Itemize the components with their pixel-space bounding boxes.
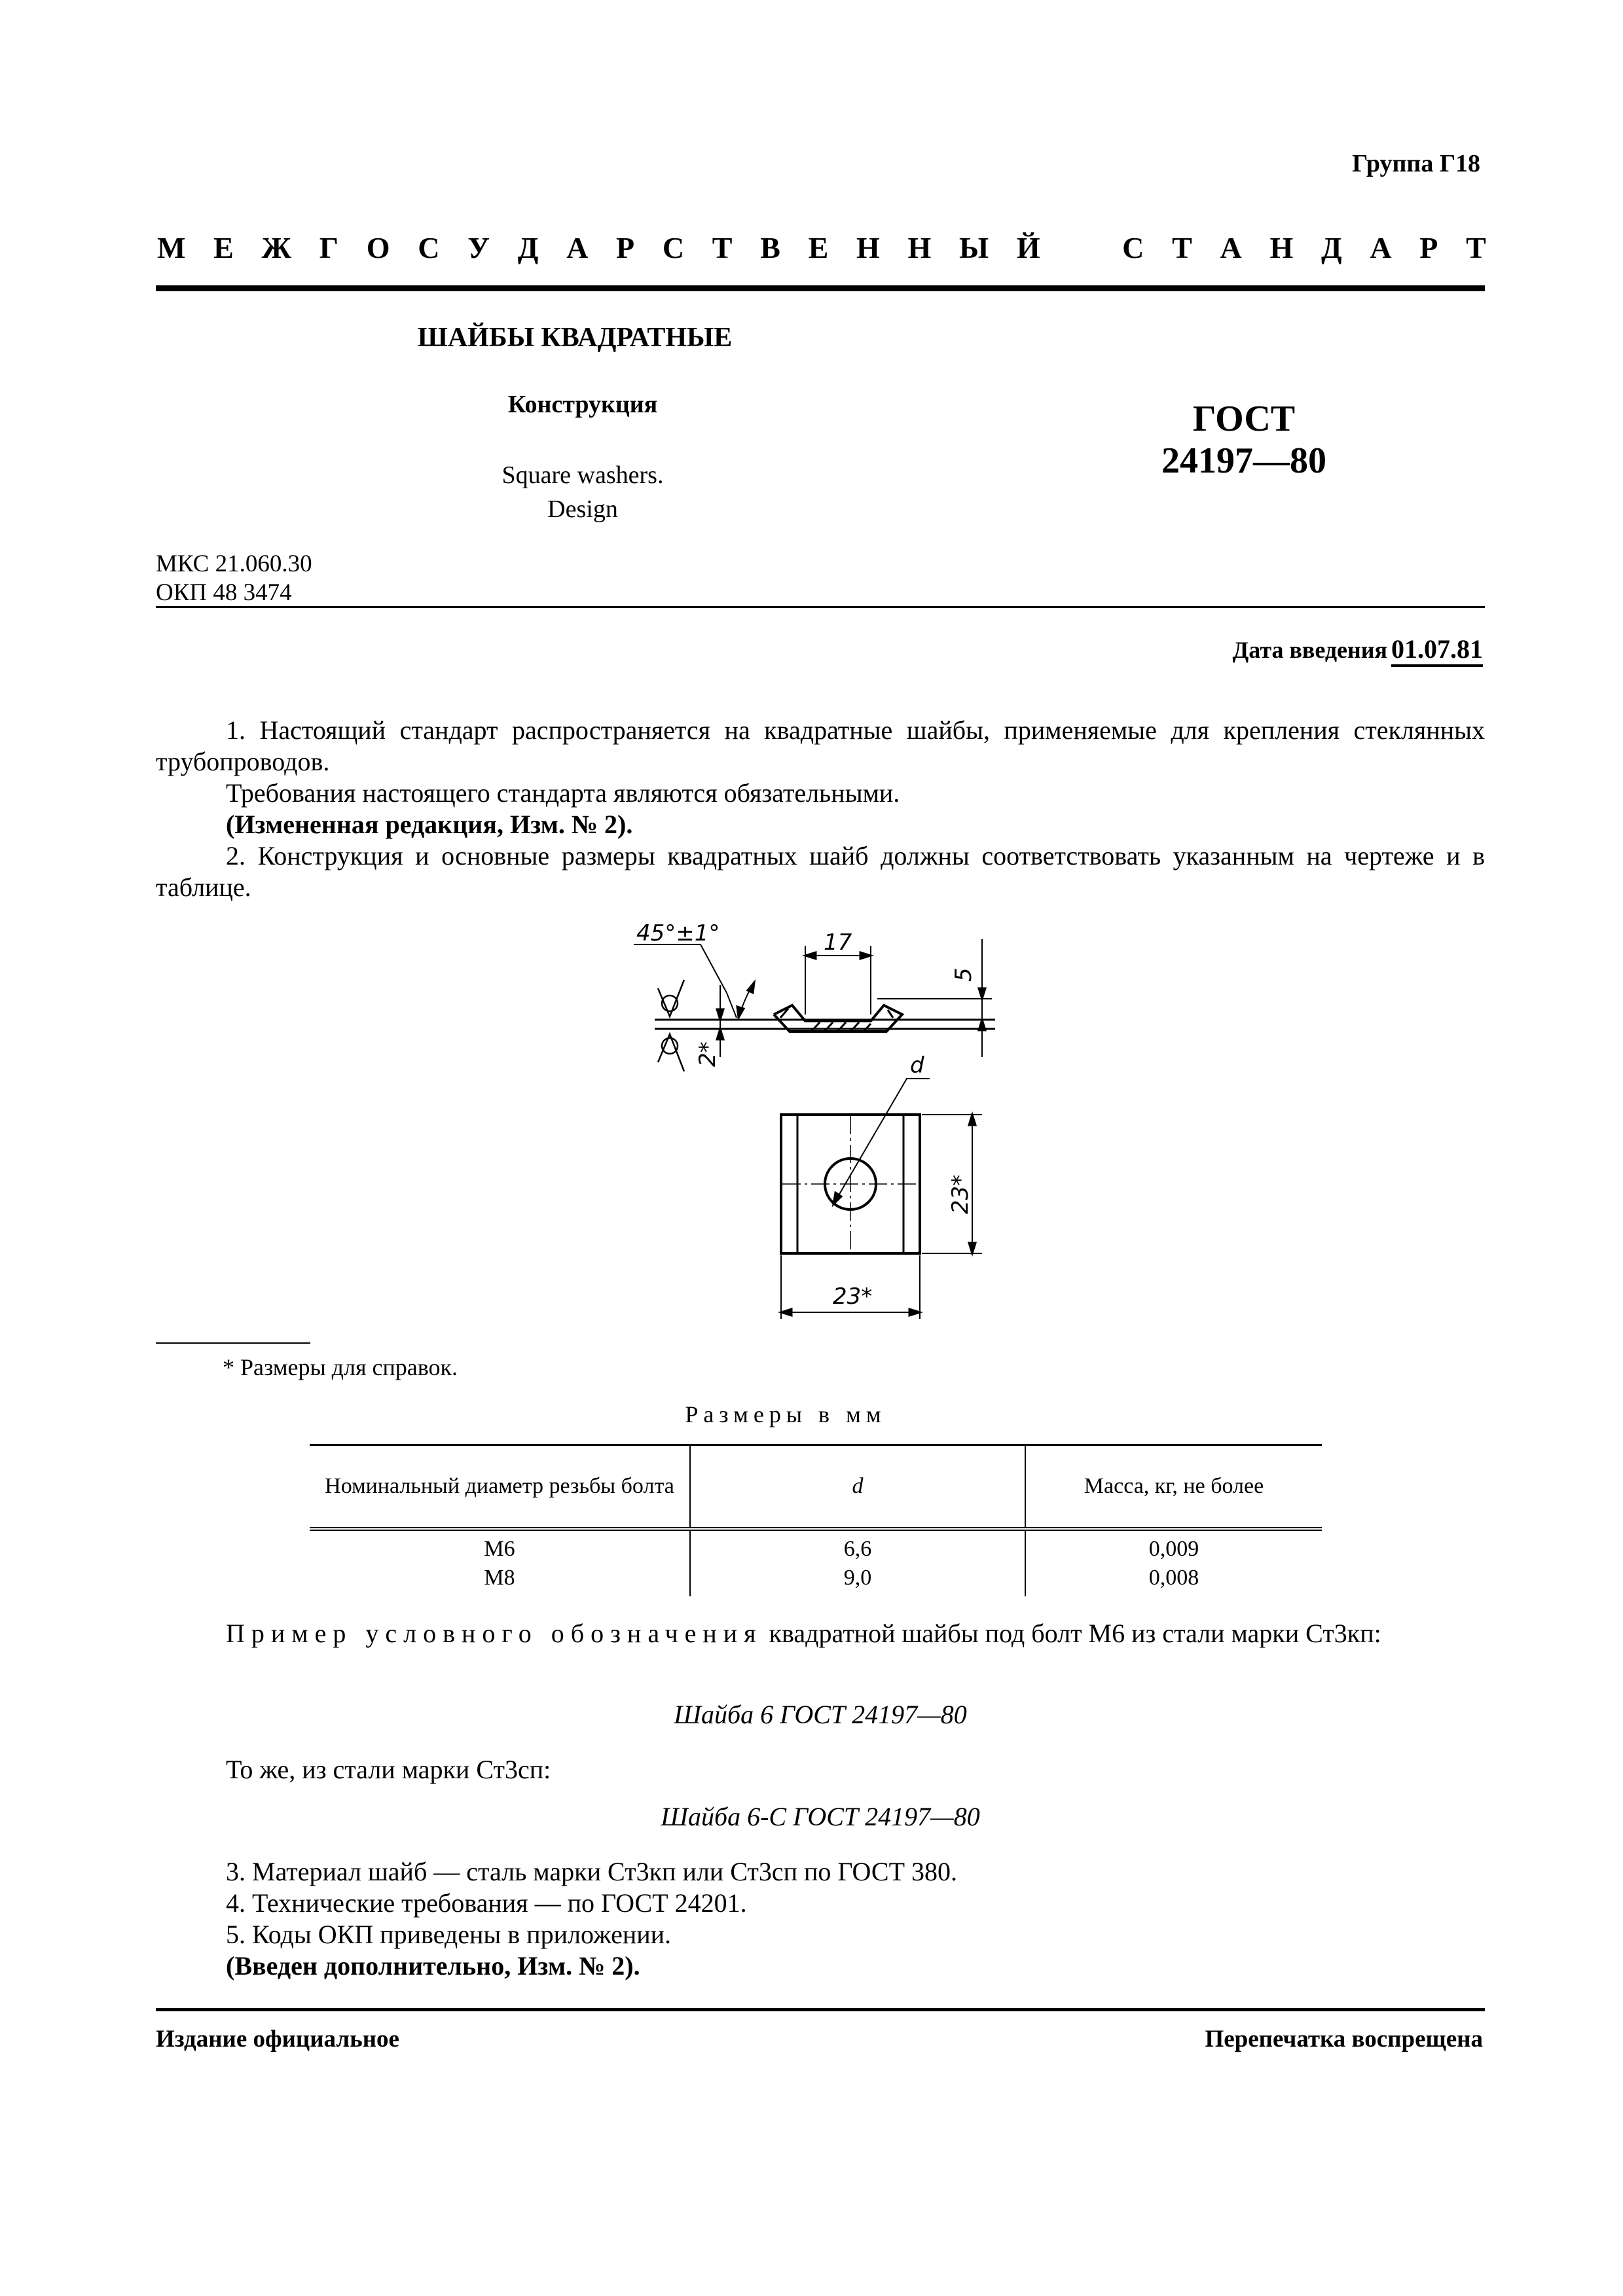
mks-code: МКС 21.060.30 — [156, 550, 312, 577]
example-text: квадратной шайбы под болт М6 из стали марки Ст3кп: — [762, 1619, 1381, 1648]
width-label: 17 — [824, 929, 852, 956]
table-header-row — [310, 1445, 1322, 1530]
table-row — [310, 1529, 1322, 1564]
roughness-symbol — [658, 980, 684, 1016]
cell-mass: 0,009 — [1025, 1529, 1322, 1564]
example-spaced-heading: Пример условного обозначения — [226, 1619, 763, 1648]
col-header-mass: Масса, кг, не более — [1025, 1445, 1322, 1530]
hole-label: d — [910, 1052, 924, 1079]
cell-d: 6,6 — [690, 1529, 1025, 1564]
arrow — [805, 952, 816, 959]
english-title: Square washers. Design — [501, 461, 664, 523]
arrow — [717, 1009, 723, 1020]
angle-leader — [634, 944, 727, 993]
paragraph-1: 1. Настоящий стандарт распространяется на квадратные шайбы, применяемые для крепления стеклянных трубопроводов. — [156, 715, 1485, 776]
col-header-d: d — [690, 1445, 1025, 1530]
arrow — [860, 952, 871, 959]
angle-label: 45°±1° — [636, 920, 720, 946]
introduction-date: Дата введения 01.07.81 — [1232, 634, 1483, 664]
example-paragraph — [156, 1618, 1485, 1649]
cell-thread: М6 — [484, 1537, 515, 1561]
interstate-standard-heading: М Е Ж Г О С У Д А Р С Т В Е Н Н Ы Й С Т А Н Д А Р Т — [157, 231, 1486, 264]
same-steel-note: То же, из стали марки Ст3сп: — [226, 1755, 551, 1784]
official-edition: Издание официальное — [156, 2026, 399, 2053]
washer-drawing — [629, 920, 1002, 1338]
arrow — [833, 1193, 841, 1204]
footnote-rule — [156, 1342, 310, 1344]
codes-rule — [156, 606, 1485, 608]
arrow — [781, 1309, 792, 1316]
footer-rule — [156, 2008, 1485, 2011]
designation-1: Шайба 6 ГОСТ 24197—80 — [674, 1700, 967, 1729]
document-title: ШАЙБЫ КВАДРАТНЫЕ — [417, 323, 733, 353]
classification-codes — [156, 550, 312, 607]
arrow — [979, 988, 985, 999]
item-4: 4. Технические требования — по ГОСТ 24201. — [226, 1888, 747, 1918]
washer-profile — [774, 1005, 902, 1031]
hole-leader — [833, 1079, 930, 1204]
cell-d: 9,0 — [690, 1564, 1025, 1596]
amendment-note-2: (Введен дополнительно, Изм. № 2). — [226, 1951, 640, 1981]
cell-mass: 0,008 — [1025, 1564, 1322, 1596]
header-rule — [156, 285, 1485, 291]
footnote: * Размеры для справок. — [223, 1354, 458, 1380]
item-5: 5. Коды ОКП приведены в приложении. — [226, 1920, 672, 1949]
height-label: 5 — [951, 967, 977, 982]
arrow — [969, 1115, 976, 1125]
col-header-thread: Номинальный диаметр резьбы болта — [310, 1445, 690, 1530]
okp-code: ОКП 48 3474 — [156, 579, 292, 606]
side-h-label: 23* — [833, 1283, 873, 1310]
amendment-note-1: (Измененная редакция, Изм. № 2). — [226, 810, 633, 839]
cell-thread: М8 — [484, 1566, 515, 1590]
gost-number: ГОСТ 24197—80 — [1161, 399, 1326, 481]
arrow — [737, 1007, 744, 1018]
body-section-2 — [156, 1856, 1485, 1982]
table-caption: Размеры в мм — [685, 1401, 886, 1427]
arrow — [979, 1020, 985, 1030]
paragraph-3: 2. Конструкция и основные размеры квадратных шайб должны соответствовать указанным на чертеже и в таблице. — [156, 841, 1485, 902]
arrow — [717, 1029, 723, 1039]
arrow — [748, 982, 754, 993]
arrow — [969, 1243, 976, 1253]
paragraph-2: Требования настоящего стандарта являются обязательными. — [226, 778, 900, 808]
dimensions-table — [310, 1444, 1322, 1596]
document-subtitle: Конструкция — [507, 391, 658, 418]
angle-leader — [727, 993, 737, 1018]
hatch-line — [888, 1010, 893, 1018]
reprint-prohibited: Перепечатка воспрещена — [1205, 2026, 1483, 2053]
designation-2: Шайба 6-С ГОСТ 24197—80 — [661, 1802, 980, 1831]
thickness-label: 2* — [695, 1041, 721, 1067]
roughness-symbol — [658, 1034, 684, 1071]
group-code: Группа Г18 — [1352, 150, 1480, 177]
table-row — [310, 1564, 1322, 1596]
body-section-1 — [156, 715, 1485, 903]
side-v-label: 23* — [947, 1174, 974, 1214]
item-3: 3. Материал шайб — сталь марки Ст3кп или Ст3сп по ГОСТ 380. — [226, 1857, 958, 1886]
arrow — [909, 1309, 920, 1316]
